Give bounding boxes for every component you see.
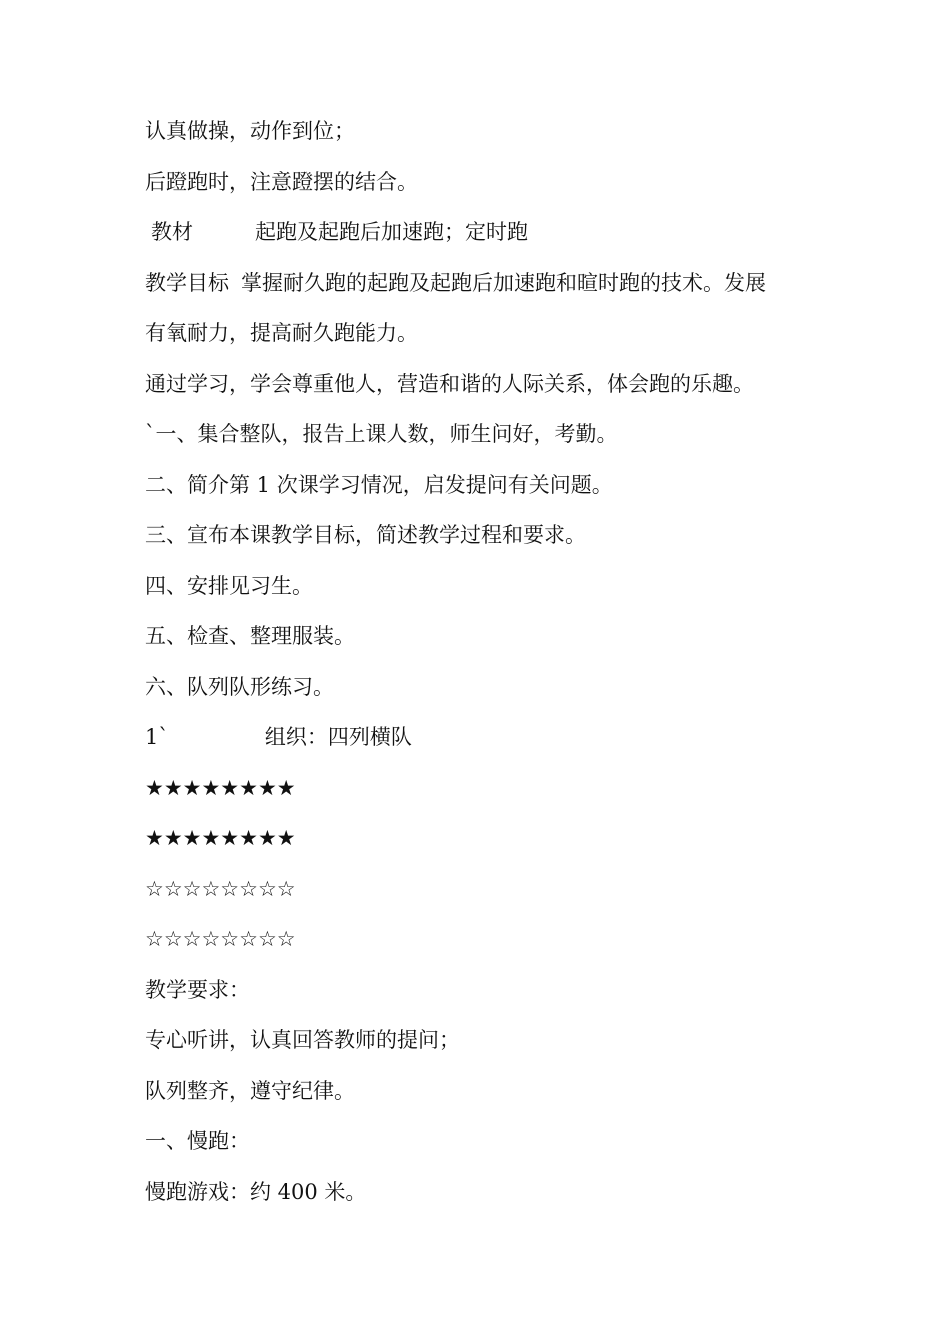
text-line <box>145 316 825 367</box>
line-text: 三、宣布本课教学目标，简述教学过程和要求。 <box>145 523 586 547</box>
text-line <box>145 114 825 165</box>
line-text: 慢跑游戏：约 400 米。 <box>145 1179 367 1204</box>
line-text: 一、慢跑： <box>145 1129 250 1153</box>
text-line <box>145 569 825 620</box>
text-line <box>145 1023 825 1074</box>
line-text: 专心听讲，认真回答教师的提问； <box>145 1028 460 1052</box>
line-text: 四、安排见习生。 <box>145 573 313 598</box>
star-row: ☆☆☆☆☆☆☆☆ <box>145 927 296 951</box>
formation-row-outline <box>145 872 825 923</box>
time-label: 1` <box>145 725 169 749</box>
text-line <box>145 1074 825 1125</box>
line-text: 教学要求： <box>145 977 250 1002</box>
line-text: 通过学习，学会尊重他人，营造和谐的人际关系，体会跑的乐趣。 <box>145 371 754 396</box>
star-row: ★★★★★★★★ <box>145 775 296 800</box>
text-line <box>145 619 825 670</box>
text-line <box>145 518 825 569</box>
line-text: 五、检查、整理服装。 <box>145 624 355 648</box>
text-line <box>145 468 825 519</box>
text-line <box>145 1175 825 1226</box>
objective-label: 教学目标 <box>145 270 229 295</box>
document-body <box>145 114 825 1225</box>
objective-value: 掌握耐久跑的起跑及起跑后加速跑和暄时跑的技术。发展 <box>241 270 766 295</box>
objective-line <box>145 266 825 317</box>
line-text: 二、简介第 1 次课学习情况，启发提问有关问题。 <box>145 472 613 497</box>
textbook-line <box>145 215 825 266</box>
line-text: 有氧耐力，提高耐久跑能力。 <box>145 321 418 345</box>
line-text: `一、集合整队，报告上课人数，师生问好，考勤。 <box>145 422 618 446</box>
textbook-value: 起跑及起跑后加速跑；定时跑 <box>255 220 528 244</box>
line-text: 六、队列队形练习。 <box>145 674 334 699</box>
text-line <box>145 367 825 418</box>
organization-line <box>145 720 825 771</box>
line-text: 后蹬跑时，注意蹬摆的结合。 <box>145 169 418 194</box>
text-line <box>145 165 825 216</box>
text-line <box>145 973 825 1024</box>
star-row: ☆☆☆☆☆☆☆☆ <box>145 876 296 901</box>
text-line <box>145 670 825 721</box>
text-line <box>145 1124 825 1175</box>
textbook-label: 教材 <box>151 220 193 244</box>
formation-row-filled <box>145 821 825 872</box>
line-text: 认真做操，动作到位； <box>145 119 355 143</box>
star-row: ★★★★★★★★ <box>145 826 296 850</box>
line-text: 队列整齐，遵守纪律。 <box>145 1078 355 1103</box>
formation-row-filled <box>145 771 825 822</box>
organization-value: 组织：四列横队 <box>264 725 412 749</box>
text-line <box>145 417 825 468</box>
formation-row-outline <box>145 922 825 973</box>
